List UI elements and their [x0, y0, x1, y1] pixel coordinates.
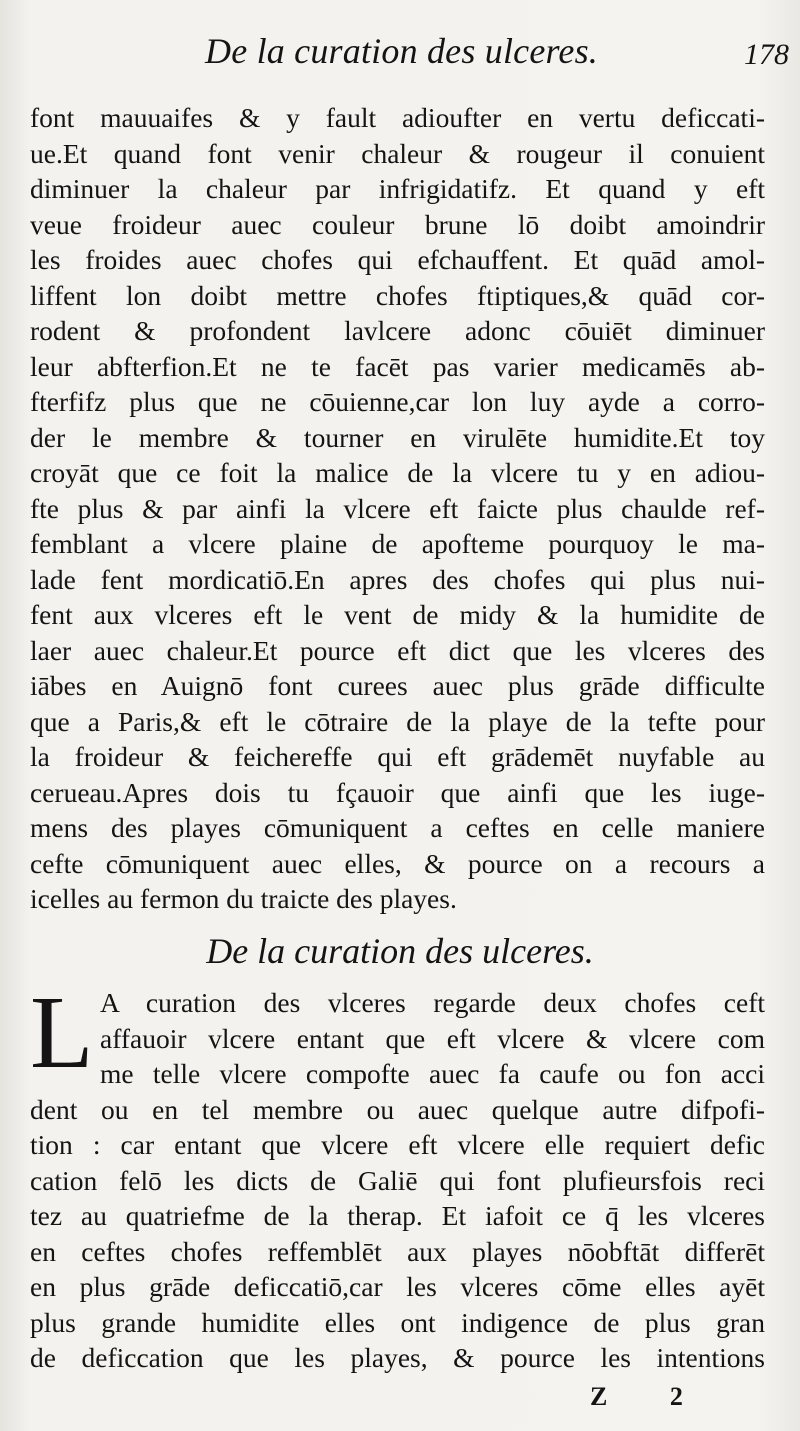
text-line: en ceftes chofes reffemblēt aux playes nōobftāt differēt — [30, 1235, 765, 1267]
text-line: mens des playes cōmuniquent a ceftes en celle maniere — [30, 812, 765, 843]
paragraph-body-2 — [30, 975, 765, 1376]
section-heading: De la curation des ulceres. — [206, 931, 594, 971]
text-line: dent ou en tel membre ou auec quelque autre difpofi- — [30, 1093, 765, 1125]
text-line: plus grande humidite elles ont indigence de plus gran — [30, 1306, 765, 1338]
text-line: laer auec chaleur.Et pource eft dict que les vlceres des — [30, 634, 765, 666]
text-line: tion : car entant que vlcere eft vlcere elle requiert defic — [30, 1129, 765, 1160]
text-line: A curation des vlceres regarde deux chofes ceft — [100, 987, 765, 1018]
text-line: fte plus & par ainfi la vlcere eft faicte plus chaulde ref- — [30, 492, 765, 524]
text-line: tez au quatriefme de la therap. Et iafoit ce q̄ les vlceres — [30, 1200, 765, 1231]
text-line: veue froideur auec couleur brune lō doibt amoindrir — [30, 208, 765, 240]
text-line: la froideur & feichereffe qui eft grādemēt nuyfable au — [30, 741, 765, 772]
text-line: ue.Et quand font venir chaleur & rougeur il conuient — [30, 137, 765, 169]
text-line: cerueau.Apres dois tu fçauoir que ainfi que les iuge- — [30, 776, 765, 808]
text-line: cation felō les dicts de Galiē qui font plufieursfois reci — [30, 1164, 765, 1196]
signature-mark: Z 2 — [590, 1382, 711, 1411]
text-line: rodent & profondent lavlcere adonc cōuiēt diminuer — [30, 315, 765, 346]
drop-capital: L — [30, 975, 94, 1090]
text-line: lade fent mordicatiō.En apres des chofes qui plus nui- — [30, 563, 765, 595]
running-head: De la curation des ulceres. — [205, 31, 598, 71]
text-line: diminuer la chaleur par infrigidatifz. Et quand y eft — [30, 173, 765, 204]
text-line: de deficcation que les playes, & pource les intentions — [30, 1342, 765, 1373]
text-line: femblant a vlcere plaine de apofteme pourquoy le ma- — [30, 528, 765, 559]
text-line: en plus grāde deficcatiō,car les vlceres cōme elles ayēt — [30, 1271, 765, 1302]
text-line: fterfifz plus que ne cōuienne,car lon luy ayde a corro- — [30, 386, 765, 417]
text-line: fent aux vlceres eft le vent de midy & la humidite de — [30, 599, 765, 630]
text-line: liffent lon doibt mettre chofes ftiptiques,& quād cor- — [30, 279, 765, 311]
text-line: affauoir vlcere entant que eft vlcere & vlcere com — [100, 1022, 765, 1054]
text-line: me telle vlcere compofte auec fa caufe ou fon acci — [100, 1058, 765, 1089]
text-line: der le membre & tourner en virulēte humidite.Et toy — [30, 421, 765, 453]
text-line: les froides auec chofes qui efchauffent. Et quād amol- — [30, 244, 765, 275]
text-line: cefte cōmuniquent auec elles, & pource on a recours a — [30, 847, 765, 879]
text-line: croyāt que ce foit la malice de la vlcere tu y en adiou- — [30, 457, 765, 488]
text-line: leur abfterfion.Et ne te facēt pas varier medicamēs ab- — [30, 350, 765, 382]
text-line: icelles au fermon du traicte des playes. — [30, 883, 457, 914]
text-line: font mauuaifes & y fault adioufter en vertu deficcati- — [30, 102, 765, 133]
text-line: iābes en Auignō font curees auec plus grāde difficulte — [30, 670, 765, 701]
page-header — [0, 30, 800, 80]
page-number: 178 — [744, 38, 789, 71]
paragraph-body-1 — [30, 100, 765, 917]
text-line: que a Paris,& eft le cōtraire de la playe de la tefte pour — [30, 705, 765, 737]
